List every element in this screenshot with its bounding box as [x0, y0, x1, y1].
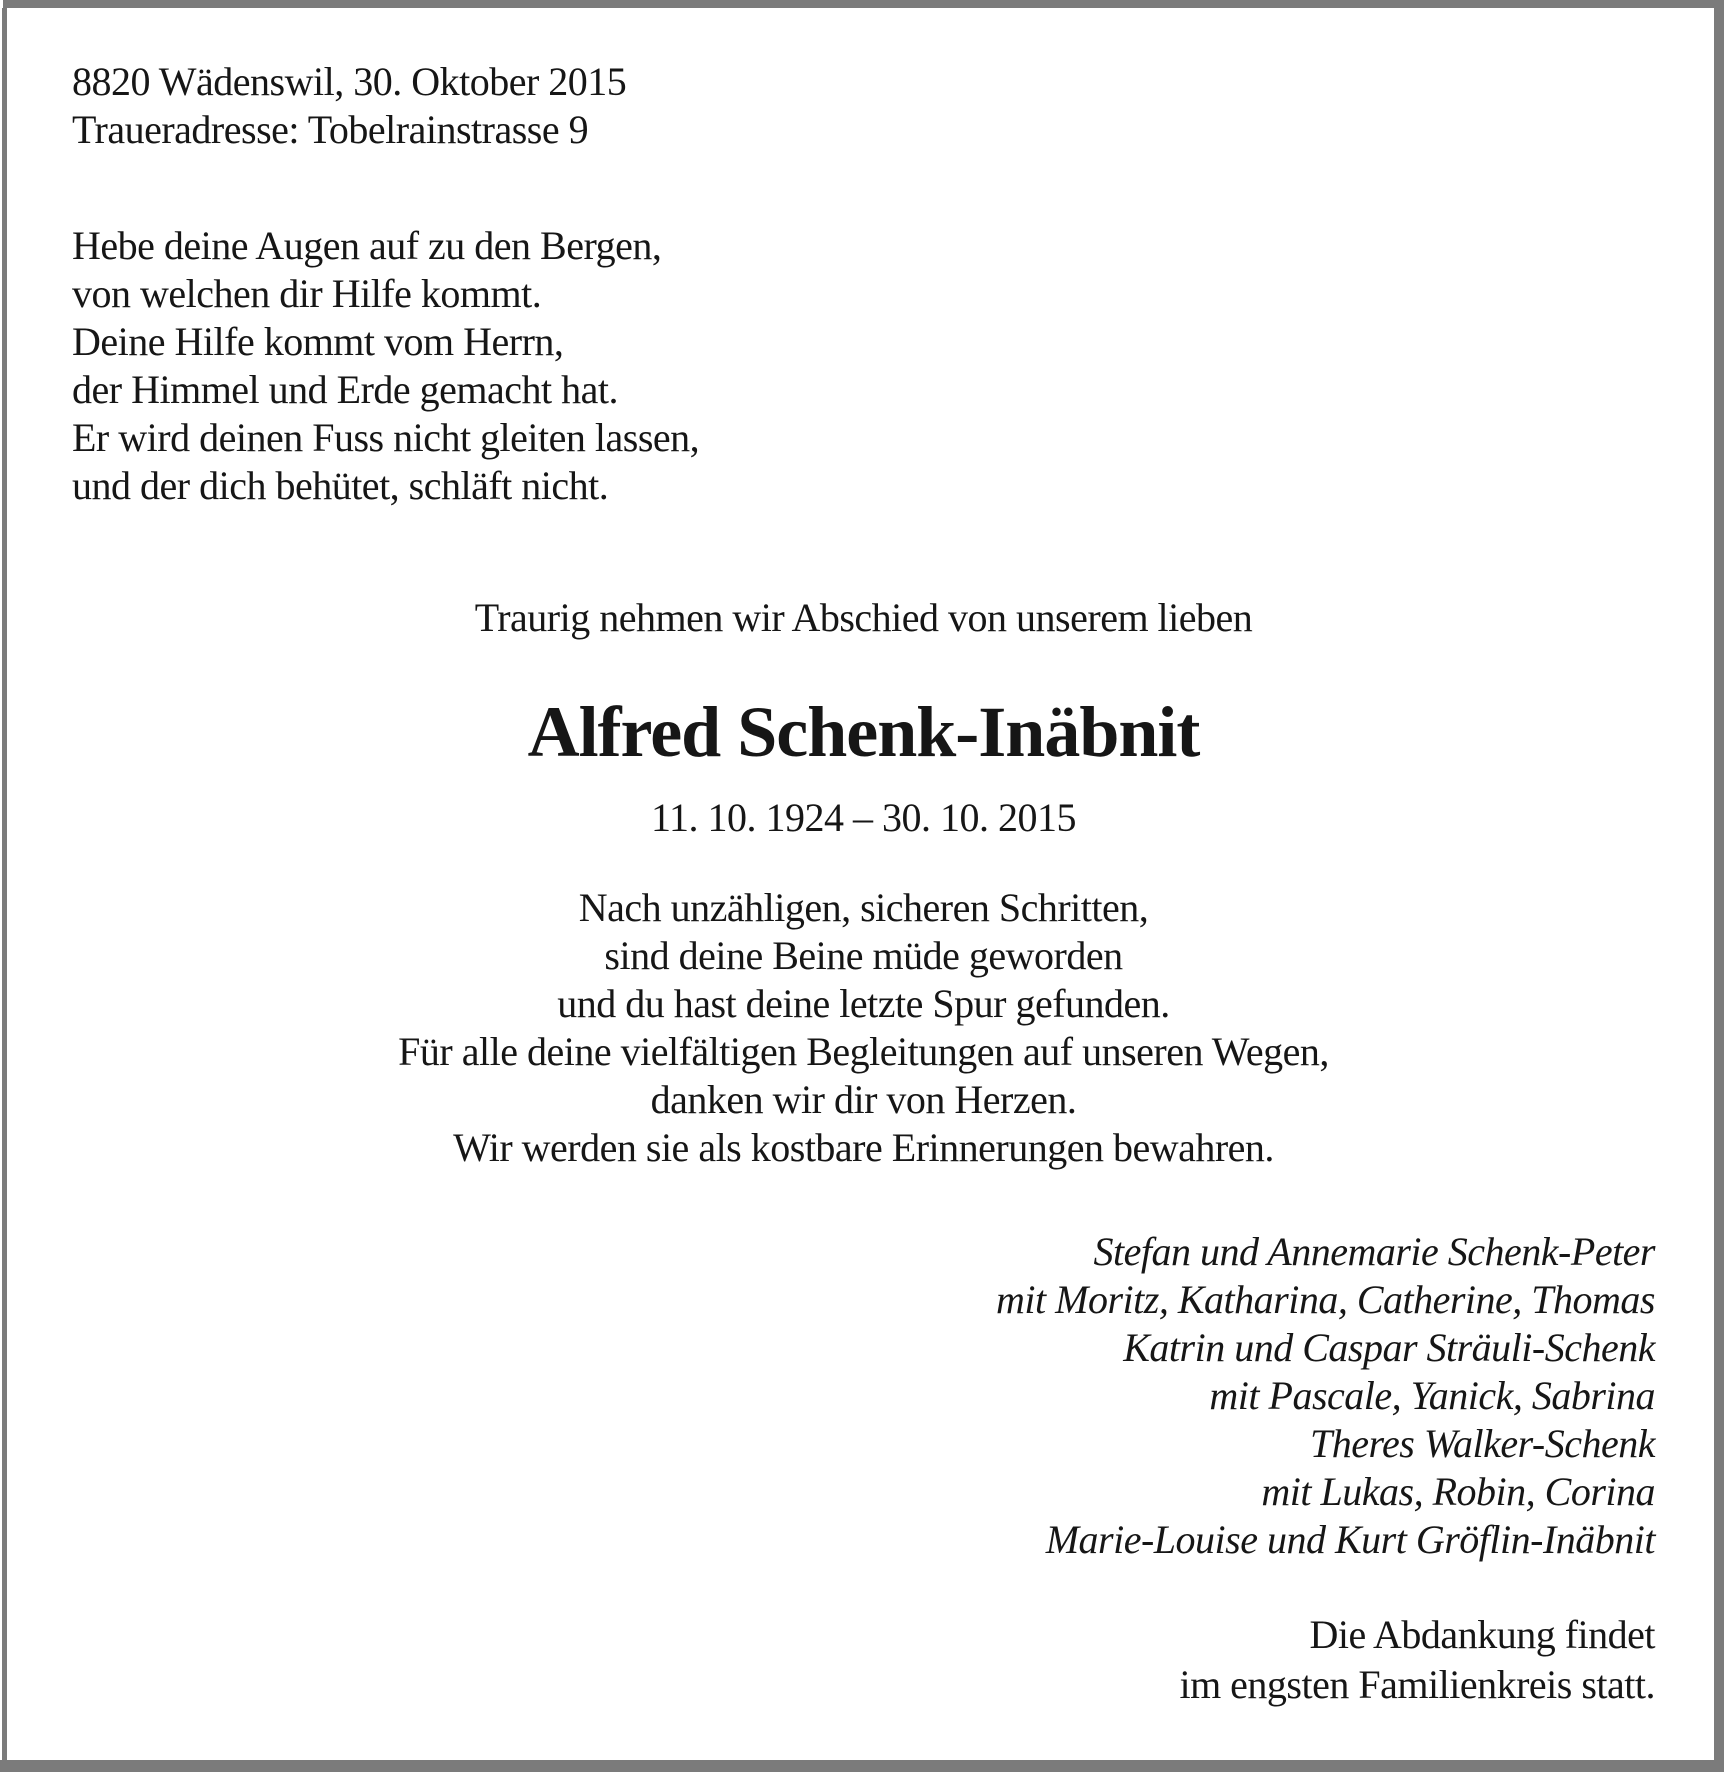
intro-line: Traurig nehmen wir Abschied von unserem lieben	[474, 595, 1253, 640]
verse-line: Nach unzähligen, sicheren Schritten,	[578, 885, 1149, 930]
intro-statement	[72, 594, 1655, 642]
mourning-address-line: Traueradresse: Tobelrainstrasse 9	[72, 107, 589, 152]
mourners-list	[72, 1228, 1655, 1564]
life-dates	[72, 794, 1655, 842]
memorial-verse	[72, 884, 1655, 1172]
scan-border-top	[3, 0, 1724, 8]
scan-border-left	[2, 8, 7, 1760]
mourner-line: Katrin und Caspar Sträuli-Schenk	[1123, 1325, 1655, 1370]
mourner-line: Theres Walker-Schenk	[1309, 1421, 1655, 1466]
dateline	[72, 58, 626, 154]
mourner-line: Stefan und Annemarie Schenk-Peter	[1093, 1229, 1655, 1274]
mourner-line: mit Pascale, Yanick, Sabrina	[1209, 1373, 1655, 1418]
funeral-notice-line: im engsten Familienkreis statt.	[1179, 1662, 1655, 1707]
mourner-line: mit Moritz, Katharina, Catherine, Thomas	[996, 1277, 1655, 1322]
verse-line: danken wir dir von Herzen.	[650, 1077, 1077, 1122]
verse-line: Für alle deine vielfältigen Begleitungen auf unseren Wegen,	[398, 1029, 1329, 1074]
verse-line: sind deine Beine müde geworden	[604, 933, 1123, 978]
verse-line: Deine Hilfe kommt vom Herrn,	[72, 319, 564, 364]
funeral-notice	[72, 1610, 1655, 1710]
scan-border-bottom	[0, 1760, 1724, 1772]
deceased-name	[72, 686, 1655, 778]
mourner-line: Marie-Louise und Kurt Gröflin-Inäbnit	[1045, 1517, 1655, 1562]
mourner-line: mit Lukas, Robin, Corina	[1261, 1469, 1655, 1514]
place-date-line: 8820 Wädenswil, 30. Oktober 2015	[72, 59, 627, 104]
scripture-verse	[72, 222, 699, 510]
funeral-notice-line: Die Abdankung findet	[1309, 1612, 1655, 1657]
verse-line: von welchen dir Hilfe kommt.	[72, 271, 542, 316]
verse-line: und der dich behütet, schläft nicht.	[72, 463, 609, 508]
life-dates-text: 11. 10. 1924 – 30. 10. 2015	[650, 795, 1076, 840]
deceased-name-text: Alfred Schenk-Inäbnit	[527, 692, 1200, 772]
verse-line: Er wird deinen Fuss nicht gleiten lassen,	[72, 415, 700, 460]
verse-line: der Himmel und Erde gemacht hat.	[72, 367, 619, 412]
scan-border-right	[1714, 8, 1724, 1772]
verse-line: Hebe deine Augen auf zu den Bergen,	[72, 223, 662, 268]
verse-line: Wir werden sie als kostbare Erinnerungen bewahren.	[453, 1125, 1274, 1170]
verse-line: und du hast deine letzte Spur gefunden.	[557, 981, 1170, 1026]
